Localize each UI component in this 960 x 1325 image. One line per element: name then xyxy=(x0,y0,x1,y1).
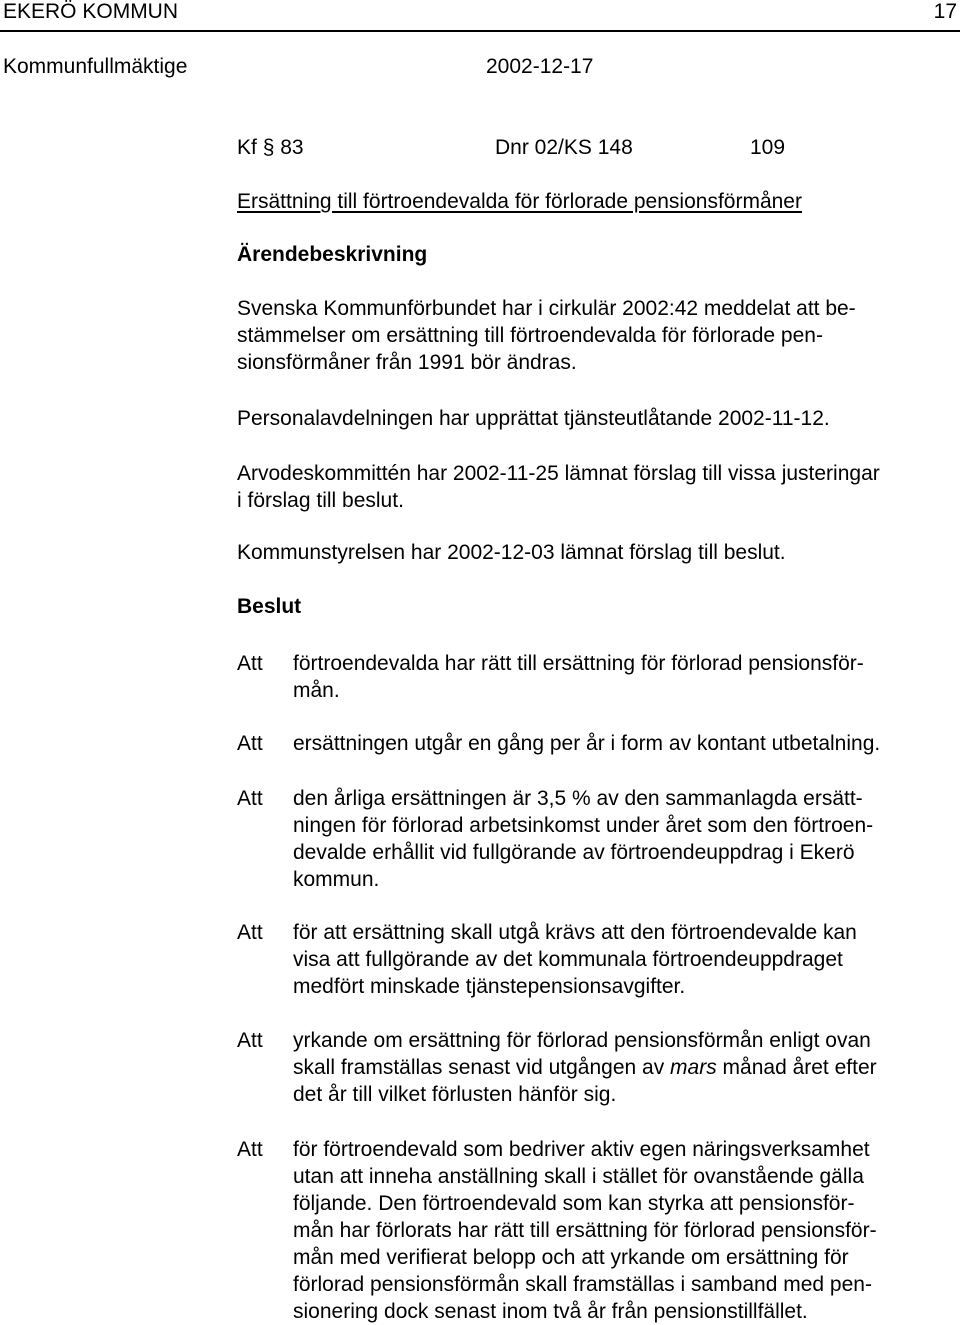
decision-item-5: yrkande om ersättning för förlorad pensionsförmån enligt ovan skall framställas senast vid utgången av mars månad året efter det år till vilket förlusten hänför sig. xyxy=(293,1029,877,1106)
description-paragraph-2: Personalavdelningen har upprättat tjänsteutlåtande 2002-11-12. xyxy=(237,407,830,430)
description-paragraph-1: Svenska Kommunförbundet har i cirkulär 2002:42 meddelat att be- stämmelser om ersättning till förtroendevalda för förlorade pen- sionsförmåner från 1991 bör ändras. xyxy=(237,297,856,374)
decision-item-6: för förtroendevald som bedriver aktiv egen näringsverksamhet utan att inneha anställning skall i stället för ovanstående gälla följande. Den förtroendevald som kan styrka att pensionsför- mån har förlorats har rätt till ersättning för förlorad pensionsför- mån med verifierat belopp och att yrkande om ersättning för förlorad pensionsförmån skall framställas i samband med pen- sionering dock senast inom två år från pensionstillfället. xyxy=(293,1138,877,1323)
section-heading-arendebeskrivning: Ärendebeskrivning xyxy=(237,243,428,266)
emphasized-month: mars xyxy=(670,1056,717,1079)
header-rule xyxy=(0,30,960,32)
header-top-row xyxy=(0,0,960,27)
decision-item-1: förtroendevalda har rätt till ersättning för förlorad pensionsför- mån. xyxy=(293,652,864,702)
meeting-body: Kommunfullmäktige xyxy=(3,55,188,78)
case-title: Ersättning till förtroendevalda för förlorade pensionsförmåner xyxy=(237,190,802,213)
header-meta-row xyxy=(0,52,960,82)
case-paragraph-ref: Kf § 83 xyxy=(237,136,304,159)
case-ref-number: 109 xyxy=(750,136,786,159)
decision-item-4: för att ersättning skall utgå krävs att den förtroendevalde kan visa att fullgörande av det kommunala förtroendeuppdraget medfört minskade tjänstepensionsavgifter. xyxy=(293,921,857,998)
meeting-date: 2002-12-17 xyxy=(486,55,594,78)
att-label: Att xyxy=(237,1029,263,1052)
decision-item-2: ersättningen utgår en gång per år i form av kontant utbetalning. xyxy=(293,732,881,755)
att-label: Att xyxy=(237,732,263,755)
description-paragraph-3: Arvodeskommittén har 2002-11-25 lämnat förslag till vissa justeringar i förslag till beslut. xyxy=(237,462,880,512)
att-label: Att xyxy=(237,787,263,810)
page-number: 17 xyxy=(933,0,957,23)
att-label: Att xyxy=(237,652,263,675)
decision-item-3: den årliga ersättningen är 3,5 % av den sammanlagda ersätt- ningen för förlorad arbetsinkomst under året som den förtroen- devalde erhållit vid fullgörande av förtroendeuppdrag i Ekerö kommun. xyxy=(293,787,874,891)
case-dnr: Dnr 02/KS 148 xyxy=(495,136,633,159)
description-paragraph-4: Kommunstyrelsen har 2002-12-03 lämnat förslag till beslut. xyxy=(237,541,786,564)
att-label: Att xyxy=(237,1138,263,1161)
att-label: Att xyxy=(237,921,263,944)
section-sign: § xyxy=(262,136,275,159)
section-heading-beslut: Beslut xyxy=(237,595,302,618)
municipality-name: EKERÖ KOMMUN xyxy=(3,0,179,23)
